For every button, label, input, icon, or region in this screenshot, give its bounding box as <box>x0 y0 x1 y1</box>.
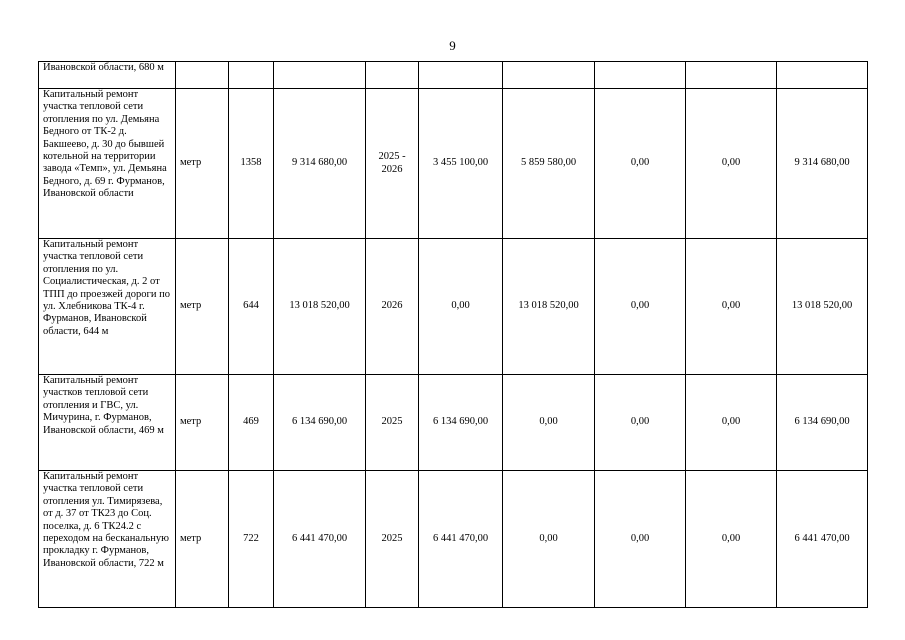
quantity-cell <box>229 62 274 89</box>
value-cell-3: 0,00 <box>595 239 686 375</box>
object-name-cell: Капитальный ремонт участка тепловой сети отопления по ул. Социалистическая, д. 2 от ТПП до проезжей дороги по ул. Хлебникова ТК-4 г. Фурманов, Ивановской области, 644 м <box>39 239 176 375</box>
period-cell: 2025 - 2026 <box>366 89 419 239</box>
period-cell: 2025 <box>366 471 419 608</box>
period-cell: 2025 <box>366 375 419 471</box>
value-cell-1: 0,00 <box>419 239 503 375</box>
value-cell-5: 6 441 470,00 <box>777 471 868 608</box>
value-cell-5: 6 134 690,00 <box>777 375 868 471</box>
object-name-cell: Капитальный ремонт участков тепловой сети отопления и ГВС, ул. Мичурина, г. Фурманов, Ивановской области, 469 м <box>39 375 176 471</box>
value-cell-4: 0,00 <box>686 89 777 239</box>
table-row <box>39 471 868 608</box>
unit-cell: метр <box>176 239 229 375</box>
value-cell-3: 0,00 <box>595 89 686 239</box>
value-cell-4: 0,00 <box>686 375 777 471</box>
table-row <box>39 62 868 89</box>
value-cell-5: 9 314 680,00 <box>777 89 868 239</box>
value-cell-1: 3 455 100,00 <box>419 89 503 239</box>
unit-cell <box>176 62 229 89</box>
value-cell-2: 13 018 520,00 <box>503 239 595 375</box>
value-cell-2: 0,00 <box>503 375 595 471</box>
unit-cell: метр <box>176 471 229 608</box>
total-cost-cell: 6 134 690,00 <box>274 375 366 471</box>
value-cell-5 <box>777 62 868 89</box>
total-cost-cell: 13 018 520,00 <box>274 239 366 375</box>
period-cell <box>366 62 419 89</box>
total-cost-cell: 6 441 470,00 <box>274 471 366 608</box>
quantity-cell: 1358 <box>229 89 274 239</box>
value-cell-3: 0,00 <box>595 375 686 471</box>
value-cell-3 <box>595 62 686 89</box>
value-cell-5: 13 018 520,00 <box>777 239 868 375</box>
object-name-cell: Ивановской области, 680 м <box>39 62 176 89</box>
page-number: 9 <box>449 38 456 53</box>
total-cost-cell <box>274 62 366 89</box>
unit-cell: метр <box>176 375 229 471</box>
table-row <box>39 239 868 375</box>
value-cell-1 <box>419 62 503 89</box>
quantity-cell: 644 <box>229 239 274 375</box>
value-cell-4 <box>686 62 777 89</box>
value-cell-2 <box>503 62 595 89</box>
value-cell-2: 5 859 580,00 <box>503 89 595 239</box>
unit-cell: метр <box>176 89 229 239</box>
object-name-cell: Капитальный ремонт участка тепловой сети отопления по ул. Демьяна Бедного от ТК-2 д. Бакшеево, д. 30 до бывшей котельной на территории завода «Темп», ул. Демьяна Бедного, д. 69 г. Фурманов, Ивановской области <box>39 89 176 239</box>
table-row <box>39 375 868 471</box>
value-cell-3: 0,00 <box>595 471 686 608</box>
quantity-cell: 722 <box>229 471 274 608</box>
table-row <box>39 89 868 239</box>
total-cost-cell: 9 314 680,00 <box>274 89 366 239</box>
object-name-cell: Капитальный ремонт участка тепловой сети отопления ул. Тимирязева, от д. 37 от ТК23 до Соц. поселка, д. 6 ТК24.2 с переходом на бесканальную прокладку г. Фурманов, Ивановской области, 722 м <box>39 471 176 608</box>
investment-table <box>38 61 868 608</box>
value-cell-4: 0,00 <box>686 471 777 608</box>
value-cell-4: 0,00 <box>686 239 777 375</box>
value-cell-1: 6 134 690,00 <box>419 375 503 471</box>
value-cell-1: 6 441 470,00 <box>419 471 503 608</box>
value-cell-2: 0,00 <box>503 471 595 608</box>
period-cell: 2026 <box>366 239 419 375</box>
quantity-cell: 469 <box>229 375 274 471</box>
